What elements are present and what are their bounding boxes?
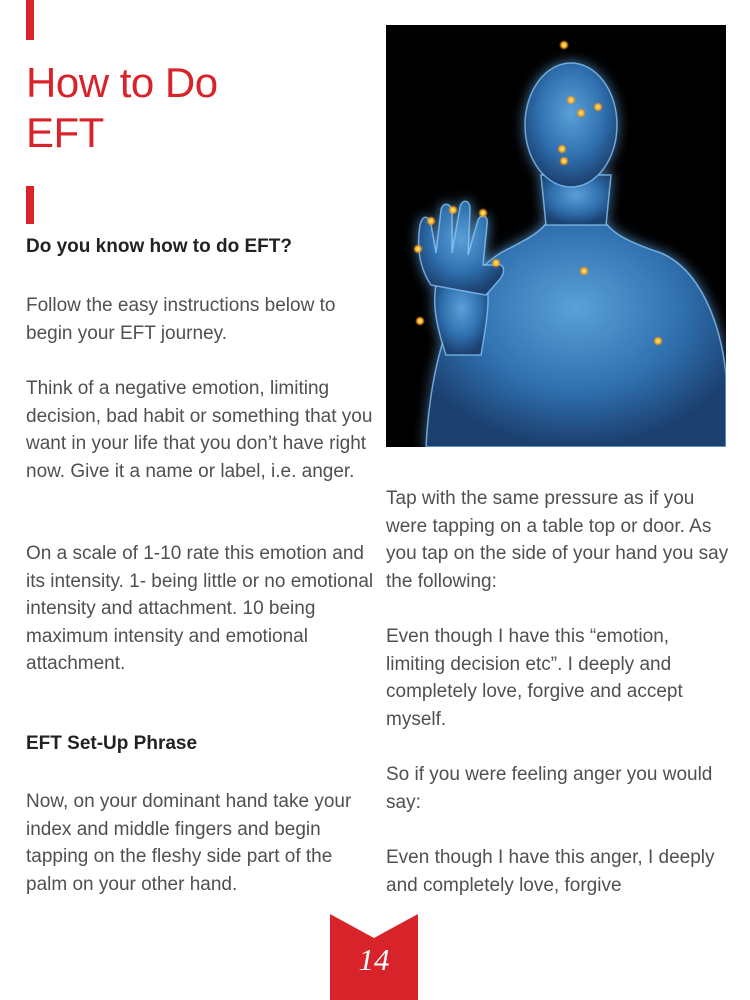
accent-bar-top	[26, 0, 34, 40]
paragraph-intro: Follow the easy instructions below to begin your EFT journey.	[26, 295, 336, 344]
paragraph-example-intro: So if you were feeling anger you would say:	[386, 764, 713, 813]
paragraph-pressure: Tap with the same pressure as if you were tapping on a table top or door. As you tap on the side of your hand you say the following:	[386, 488, 729, 592]
paragraph-example-phrase: Even though I have this anger, I deeply and completely love, forgive	[386, 847, 715, 896]
human-body-illustration	[386, 25, 726, 447]
page-number: 14	[358, 942, 390, 977]
setup-heading: EFT Set-Up Phrase	[26, 733, 198, 754]
paragraph-emotion: Think of a negative emotion, limiting decision, bad habit or something that you want in your life that you don’t have right now. Give it a name or label, i.e. anger.	[26, 378, 373, 482]
section-heading: Do you know how to do EFT?	[26, 236, 292, 257]
paragraph-setup-phrase: Even though I have this “emotion, limiting decision etc”. I deeply and completely love, forgive and accept myself.	[386, 626, 683, 730]
accent-bar-section	[26, 186, 34, 224]
page-title: How to Do EFT	[26, 59, 218, 156]
paragraph-tapping-start: Now, on your dominant hand take your index and middle fingers and begin tapping on the fleshy side part of the palm on your other hand.	[26, 791, 352, 895]
paragraph-scale: On a scale of 1-10 rate this emotion and its intensity. 1- being little or no emotional intensity and attachment. 10 being maximum intensity and emotional attachment.	[26, 543, 374, 674]
tapping-points-figure	[386, 25, 726, 447]
